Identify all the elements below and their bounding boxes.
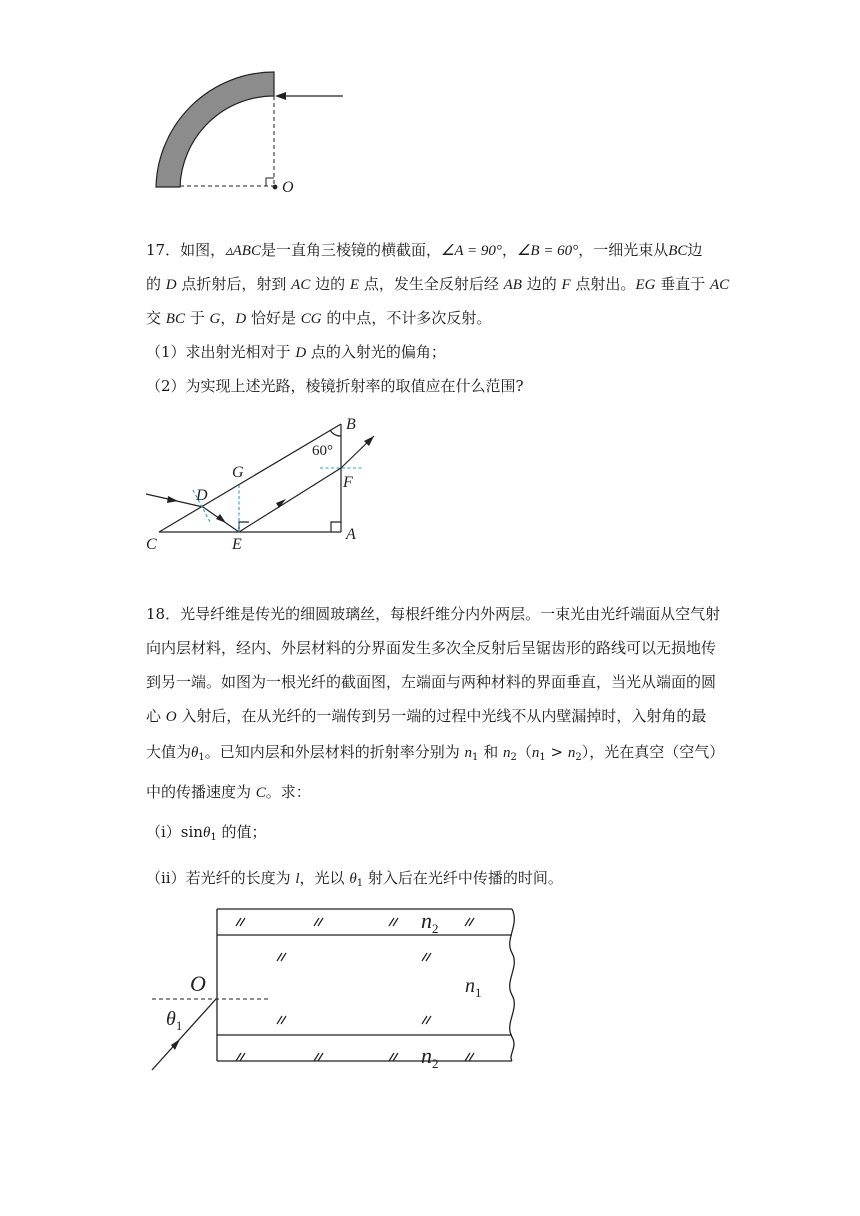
- label-E: E: [232, 536, 242, 553]
- label-G: G: [232, 464, 244, 481]
- label-n1: $n_1$: [465, 975, 482, 1000]
- q18-line-6: 中的传播速度为 C。求：: [146, 783, 311, 801]
- label-B: B: [346, 416, 356, 433]
- label-O-top: O: [282, 179, 294, 196]
- hatch-mark: [277, 953, 286, 961]
- arrow-incident: [167, 496, 178, 503]
- hatch-mark: [422, 953, 431, 961]
- q17-sub-1: （1）求出射光相对于 D 点的入射光的偏角；: [146, 343, 446, 361]
- right-angle-mark: [266, 178, 274, 186]
- label-theta1: $\theta_1$: [166, 1008, 183, 1033]
- q17-line-3: 交 BC 于 G，D 恰好是 CG 的中点，不计多次反射。: [146, 309, 492, 327]
- angle-60-label: 60°: [312, 443, 333, 459]
- q18-line-3: 到另一端。如图为一根光纤的截面图，左端面与两种材料的界面垂直，当光从端面的圆: [146, 673, 717, 691]
- curved-block: [156, 72, 274, 187]
- q18-line-1: 18．光导纤维是传光的细圆玻璃丝，每根纤维分内外两层。一束光由光纤端面从空气射: [146, 605, 721, 623]
- incident-ray-O: [152, 999, 216, 1070]
- label-n2-top: $n_2$: [421, 908, 439, 936]
- angle-arc-B: [330, 430, 341, 436]
- arrow-DE: [216, 514, 226, 523]
- fiber-figure: [140, 895, 540, 1080]
- label-n2-bottom: $n_2$: [421, 1043, 439, 1071]
- side-CB: [159, 424, 341, 532]
- label-D: D: [196, 487, 208, 504]
- hatch-mark: [236, 1053, 245, 1061]
- hatch-mark: [314, 918, 323, 926]
- center-point: [273, 185, 278, 190]
- prism-figure: [140, 410, 380, 555]
- right-angle-A: [331, 522, 341, 532]
- label-F: F: [343, 474, 353, 491]
- hatch-mark: [314, 1053, 323, 1061]
- hatch-mark: [389, 918, 398, 926]
- label-A: A: [346, 526, 356, 543]
- label-C: C: [146, 536, 157, 553]
- hatch-mark: [236, 918, 245, 926]
- q18-line-4: 心 O 入射后，在从光纤的一端传到另一端的过程中光线不从内壁漏掉时，入射角的最: [146, 707, 707, 725]
- ray-EF: [239, 468, 341, 532]
- q17-line-1: 17．如图，▵ABC是一直角三棱镜的横截面，∠A = 90°，∠B = 60°，一细光束从BC边: [146, 241, 703, 259]
- label-O-fiber: O: [190, 971, 206, 996]
- q18-line-5: 大值为$\theta_1$。已知内层和外层材料的折射率分别为 $n_1$ 和 $n_2(n_1 > n_2)$，光在真空（空气）: [146, 743, 725, 763]
- top-figure: [140, 60, 360, 210]
- hatch-mark: [465, 1053, 474, 1061]
- q18-sub-i: （i）sinθ$_1$ 的值；: [146, 823, 267, 843]
- q18-sub-ii: （ii）若光纤的长度为 l，光以 $\theta_1$ 射入后在光纤中传播的时间。: [146, 869, 563, 889]
- hatch-mark: [465, 918, 474, 926]
- incident-arrowhead: [275, 92, 286, 100]
- q17-line-2: 的 D 点折射后，射到 AC 边的 E 点，发生全反射后经 AB 边的 F 点射出。EG 垂直于 AC: [146, 275, 730, 293]
- q18-line-2: 向内层材料，经内、外层材料的分界面发生多次全反射后呈锯齿形的路线可以无损地传: [146, 639, 717, 657]
- hatch-mark: [389, 1053, 398, 1061]
- hatch-mark: [422, 1016, 431, 1024]
- hatch-mark: [277, 1016, 286, 1024]
- q17-sub-2: （2）为实现上述光路，棱镜折射率的取值应在什么范围?: [146, 377, 524, 395]
- fiber-broken-end: [510, 909, 515, 1061]
